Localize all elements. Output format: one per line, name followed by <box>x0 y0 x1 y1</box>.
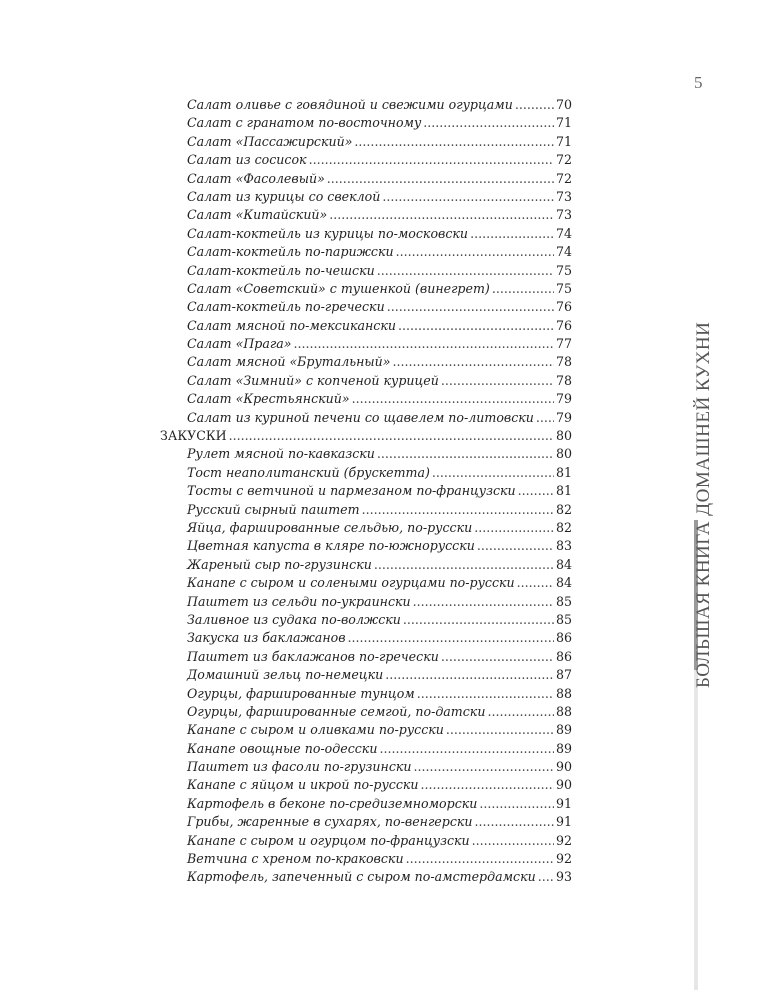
dot-leader <box>474 519 554 537</box>
toc-entry <box>160 868 572 886</box>
toc-entry-title: Салат мясной по-мексикански <box>187 317 396 333</box>
toc-entry-title: Канапе с яйцом и икрой по-русски <box>187 777 419 793</box>
dot-leader <box>423 114 554 132</box>
dot-leader <box>379 740 554 758</box>
toc-entry <box>160 795 572 813</box>
toc-entry <box>160 151 572 169</box>
dot-leader <box>382 188 554 206</box>
toc-entry-page: 93 <box>555 869 572 885</box>
toc-entry-page: 74 <box>555 225 572 241</box>
toc-entry-title: Салат-коктейль по-парижски <box>187 244 394 260</box>
toc-entry <box>160 501 572 519</box>
dot-leader <box>377 262 554 280</box>
toc-entry-page: 89 <box>555 740 572 756</box>
toc-entry <box>160 593 572 611</box>
toc-entry-title: Салат из сосисок <box>187 152 307 168</box>
toc-entry-title: Канапе с сыром и солеными огурцами по-русски <box>187 575 515 591</box>
toc-entry <box>160 133 572 151</box>
toc-entry-page: 84 <box>555 556 572 572</box>
toc-entry <box>160 703 572 721</box>
toc-entry-title: Салат-коктейль по-гречески <box>187 299 385 315</box>
toc-entry-page: 72 <box>555 152 572 168</box>
toc-entry-title: Заливное из судака по-волжски <box>187 611 401 627</box>
toc-entry-page: 92 <box>555 832 572 848</box>
toc-entry-page: 82 <box>555 519 572 535</box>
toc-entry <box>160 758 572 776</box>
toc-entry-page: 91 <box>555 814 572 830</box>
dot-leader <box>354 133 554 151</box>
toc-entry-title: Салат «Пассажирский» <box>187 133 353 149</box>
toc-entry <box>160 611 572 629</box>
toc-entry-title: Картофель в беконе по-средиземноморски <box>187 795 478 811</box>
toc-entry-page: 86 <box>555 648 572 664</box>
toc-entry-page: 71 <box>555 133 572 149</box>
page-number: 5 <box>694 73 703 92</box>
dot-leader <box>441 648 554 666</box>
toc-entry-title: Цветная капуста в кляре по-южнорусски <box>187 538 475 554</box>
dot-leader <box>487 703 554 721</box>
dot-leader <box>515 96 554 114</box>
dot-leader <box>387 298 554 316</box>
toc-entry-page: 85 <box>555 593 572 609</box>
toc-entry-title: Салат из куриной печени со щавелем по-литовски <box>187 409 534 425</box>
dot-leader <box>362 501 554 519</box>
toc-entry-title: Русский сырный паштет <box>187 501 360 517</box>
toc-entry <box>160 262 572 280</box>
dot-leader <box>406 850 554 868</box>
toc-entry-title: Салат «Зимний» с копченой курицей <box>187 372 439 388</box>
dot-leader <box>385 666 554 684</box>
toc-entry-page: 76 <box>555 317 572 333</box>
toc-entry <box>160 556 572 574</box>
dot-leader <box>414 758 554 776</box>
toc-entry-page: 88 <box>555 703 572 719</box>
toc-entry-page: 89 <box>555 722 572 738</box>
toc-entry-page: 75 <box>555 262 572 278</box>
toc-entry-page: 75 <box>555 280 572 296</box>
toc-entry <box>160 519 572 537</box>
toc-entry-title: Салат «Крестьянский» <box>187 391 350 407</box>
toc-entry <box>160 390 572 408</box>
toc-entry-page: 73 <box>555 188 572 204</box>
dot-leader <box>352 390 554 408</box>
toc-entry <box>160 114 572 132</box>
dot-leader <box>518 482 554 500</box>
dot-leader <box>472 832 554 850</box>
dot-leader <box>538 868 554 886</box>
toc-entry-page: 77 <box>555 336 572 352</box>
toc-entry-title: Огурцы, фаршированные семгой, по-датски <box>187 703 486 719</box>
running-book-title: БОЛЬШАЯ КНИГА ДОМАШНЕЙ КУХНИ <box>693 321 714 688</box>
toc-entry-page: 90 <box>555 759 572 775</box>
toc-entry-page: 76 <box>555 299 572 315</box>
toc-entry-page: 80 <box>555 428 572 444</box>
dot-leader <box>432 464 554 482</box>
dot-leader <box>441 372 554 390</box>
toc-entry-page: 72 <box>555 170 572 186</box>
dot-leader <box>348 629 554 647</box>
toc-entry-title: Салат «Китайский» <box>187 207 328 223</box>
toc-entry-title: Салат «Советский» с тушенкой (винегрет) <box>187 280 490 296</box>
toc-entry <box>160 574 572 592</box>
toc-entry-title: Паштет из фасоли по-грузински <box>187 759 412 775</box>
toc-entry-title: Яйца, фаршированные сельдью, по-русски <box>187 519 473 535</box>
dot-leader <box>470 225 554 243</box>
toc-entry-page: 78 <box>555 372 572 388</box>
toc-entry <box>160 225 572 243</box>
dot-leader <box>477 537 554 555</box>
dot-leader <box>374 556 554 574</box>
toc-entry-title: Салат мясной «Брутальный» <box>187 354 391 370</box>
toc-entry-page: 79 <box>555 409 572 425</box>
toc-entry <box>160 372 572 390</box>
toc-entry <box>160 666 572 684</box>
toc-entry-page: 71 <box>555 115 572 131</box>
toc-entry-page: 88 <box>555 685 572 701</box>
toc-entry-page: 81 <box>555 483 572 499</box>
dot-leader <box>479 795 554 813</box>
toc-entry-page: 82 <box>555 501 572 517</box>
dot-leader <box>446 721 554 739</box>
dot-leader <box>293 335 554 353</box>
toc-entry-title: Канапе овощные по-одесски <box>187 740 378 756</box>
dot-leader <box>517 574 554 592</box>
toc-entry-title: Салат оливье с говядиной и свежими огурцами <box>187 97 513 112</box>
toc-entry-title: Грибы, жаренные в сухарях, по-венгерски <box>187 814 473 830</box>
toc-entry-title: Салат-коктейль из курицы по-московски <box>187 225 469 241</box>
toc-entry <box>160 188 572 206</box>
toc-entry-title: Салат «Фасолевый» <box>187 170 325 186</box>
dot-leader <box>421 776 554 794</box>
toc-entry-title: Паштет из баклажанов по-гречески <box>187 648 439 664</box>
toc-entry <box>160 776 572 794</box>
toc-entry-title: Канапе с сыром и огурцом по-французски <box>187 832 470 848</box>
toc-entry <box>160 740 572 758</box>
toc-entry-page: 84 <box>555 575 572 591</box>
dot-leader <box>377 445 554 463</box>
dot-leader <box>413 593 554 611</box>
toc-entry-page: 80 <box>555 446 572 462</box>
toc-entry <box>160 850 572 868</box>
dot-leader <box>536 409 554 427</box>
dot-leader <box>403 611 554 629</box>
toc-entry <box>160 298 572 316</box>
dot-leader <box>329 206 554 224</box>
toc-entry <box>160 685 572 703</box>
dot-leader <box>392 353 554 371</box>
toc-entry <box>160 537 572 555</box>
toc-entry <box>160 832 572 850</box>
toc-entry-title: Рулет мясной по-кавказски <box>187 446 375 462</box>
toc-entry <box>160 721 572 739</box>
table-of-contents <box>160 96 572 887</box>
toc-entry <box>160 353 572 371</box>
toc-entry-title: Жареный сыр по-грузински <box>187 556 372 572</box>
toc-entry-title: Картофель, запеченный с сыром по-амстердамски <box>187 869 536 885</box>
toc-entry <box>160 170 572 188</box>
toc-entry-page: 78 <box>555 354 572 370</box>
toc-entry-title: Салат из курицы со свеклой <box>187 188 381 204</box>
toc-entry-page: 73 <box>555 207 572 223</box>
toc-entry-page: 85 <box>555 611 572 627</box>
toc-entry-title: Тост неаполитанский (брускетта) <box>187 464 430 480</box>
toc-entry-title: Закуска из баклажанов <box>187 630 346 646</box>
toc-entry-page: 86 <box>555 630 572 646</box>
toc-entry-title: Канапе с сыром и оливками по-русски <box>187 722 444 738</box>
toc-entry-page: 74 <box>555 244 572 260</box>
toc-entry <box>160 409 572 427</box>
toc-entry <box>160 206 572 224</box>
dot-leader <box>309 151 554 169</box>
toc-entry <box>160 317 572 335</box>
toc-entry <box>160 335 572 353</box>
dot-leader <box>492 280 554 298</box>
toc-entry-title: Салат с гранатом по-восточному <box>187 115 422 131</box>
toc-entry <box>160 648 572 666</box>
toc-entry-page: 83 <box>555 538 572 554</box>
toc-entry <box>160 482 572 500</box>
dot-leader <box>396 243 554 261</box>
toc-entry-page: 87 <box>555 667 572 683</box>
dot-leader <box>475 813 554 831</box>
toc-entry-title: Домашний зельц по-немецки <box>187 667 384 683</box>
toc-entry <box>160 629 572 647</box>
toc-entry-page: 90 <box>555 777 572 793</box>
toc-entry <box>160 243 572 261</box>
toc-entry <box>160 445 572 463</box>
toc-section-heading <box>160 427 572 445</box>
toc-entry-title: Огурцы, фаршированные тунцом <box>187 685 415 701</box>
toc-entry <box>160 280 572 298</box>
toc-entry-page: 81 <box>555 464 572 480</box>
dot-leader <box>417 685 554 703</box>
dot-leader <box>398 317 554 335</box>
toc-entry-page: 91 <box>555 795 572 811</box>
toc-entry <box>160 96 572 114</box>
toc-entry-title: ЗАКУСКИ <box>160 428 227 444</box>
toc-entry <box>160 813 572 831</box>
toc-entry-page: 92 <box>555 851 572 867</box>
toc-entry-title: Салат «Прага» <box>187 336 292 352</box>
toc-entry-title: Тосты с ветчиной и пармезаном по-французски <box>187 483 516 499</box>
toc-entry-page: 79 <box>555 391 572 407</box>
toc-entry-page: 70 <box>555 97 572 112</box>
toc-entry-title: Ветчина с хреном по-краковски <box>187 851 404 867</box>
toc-entry-title: Паштет из сельди по-украински <box>187 593 411 609</box>
toc-entry-title: Салат-коктейль по-чешски <box>187 262 375 278</box>
dot-leader <box>229 427 554 445</box>
toc-entry <box>160 464 572 482</box>
dot-leader <box>327 170 554 188</box>
